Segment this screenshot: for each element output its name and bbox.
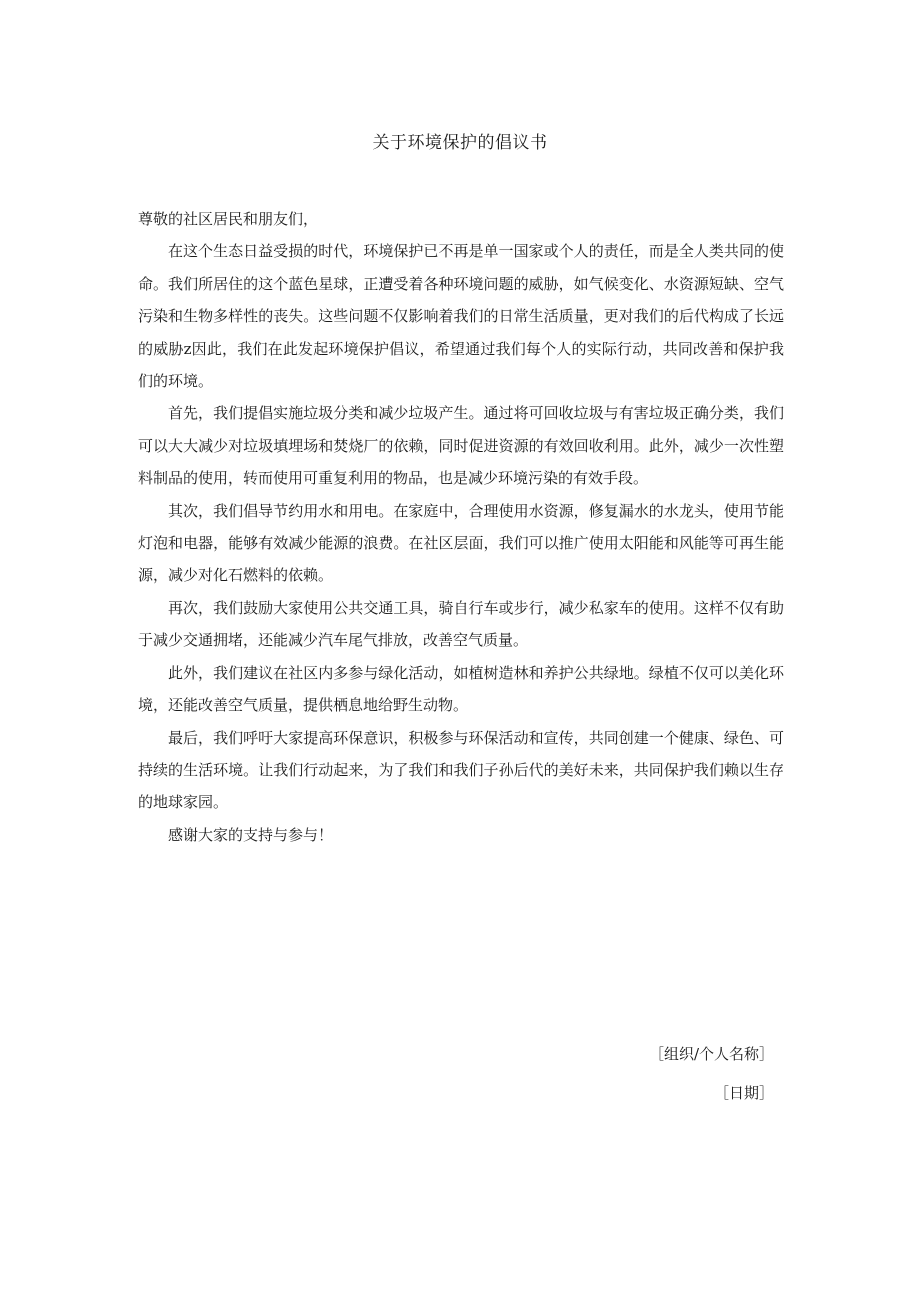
paragraph-call-to-action: 最后，我们呼吁大家提高环保意识，积极参与环保活动和宣传，共同创建一个健康、绿色、可持续的生活环境。让我们行动起来，为了我们和我们子孙后代的美好未来，共同保护我们赖以生存的地球家园。 [138, 728, 784, 812]
paragraph-save-water-power: 其次，我们倡导节约用水和用电。在家庭中，合理使用水资源，修复漏水的水龙头，使用节能灯泡和电器，能够有效减少能源的浪费。在社区层面，我们可以推广使用太阳能和风能等可再生能源，减少对化石燃料的依赖。 [138, 501, 784, 585]
signature-organization: ［组织/个人名称］ [648, 1045, 774, 1063]
paragraph-public-transport: 再次，我们鼓励大家使用公共交通工具，骑自行车或步行，减少私家车的使用。这样不仅有助于减少交通拥堵，还能减少汽车尾气排放，改善空气质量。 [138, 598, 784, 650]
paragraph-intro: 在这个生态日益受损的时代，环境保护已不再是单一国家或个人的责任，而是全人类共同的使命。我们所居住的这个蓝色星球，正遭受着各种环境问题的威胁，如气候变化、水资源短缺、空气污染和生物多样性的丧失。这些问题不仅影响着我们的日常生活质量，更对我们的后代构成了长远的威胁z因此，我们在此发起环境保护倡议，希望通过我们每个人的实际行动，共同改善和保护我们的环境。 [138, 242, 784, 391]
paragraph-greening: 此外，我们建议在社区内多参与绿化活动，如植树造林和养护公共绿地。绿植不仅可以美化环境，还能改善空气质量，提供栖息地给野生动物。 [138, 663, 784, 715]
paragraph-thanks: 感谢大家的支持与参与！ [168, 825, 334, 844]
paragraph-waste-sorting: 首先，我们提倡实施垃圾分类和减少垃圾产生。通过将可回收垃圾与有害垃圾正确分类，我们可以大大减少对垃圾填埋场和焚烧厂的依赖，同时促进资源的有效回收利用。此外，减少一次性塑料制品的使用，转而使用可重复利用的物品，也是减少环境污染的有效手段。 [138, 404, 784, 488]
page-title: 关于环境保护的倡议书 [372, 133, 548, 153]
letter-body [138, 203, 784, 851]
salutation: 尊敬的社区居民和朋友们， [138, 210, 319, 228]
signature-date: ［日期］ [713, 1084, 774, 1102]
